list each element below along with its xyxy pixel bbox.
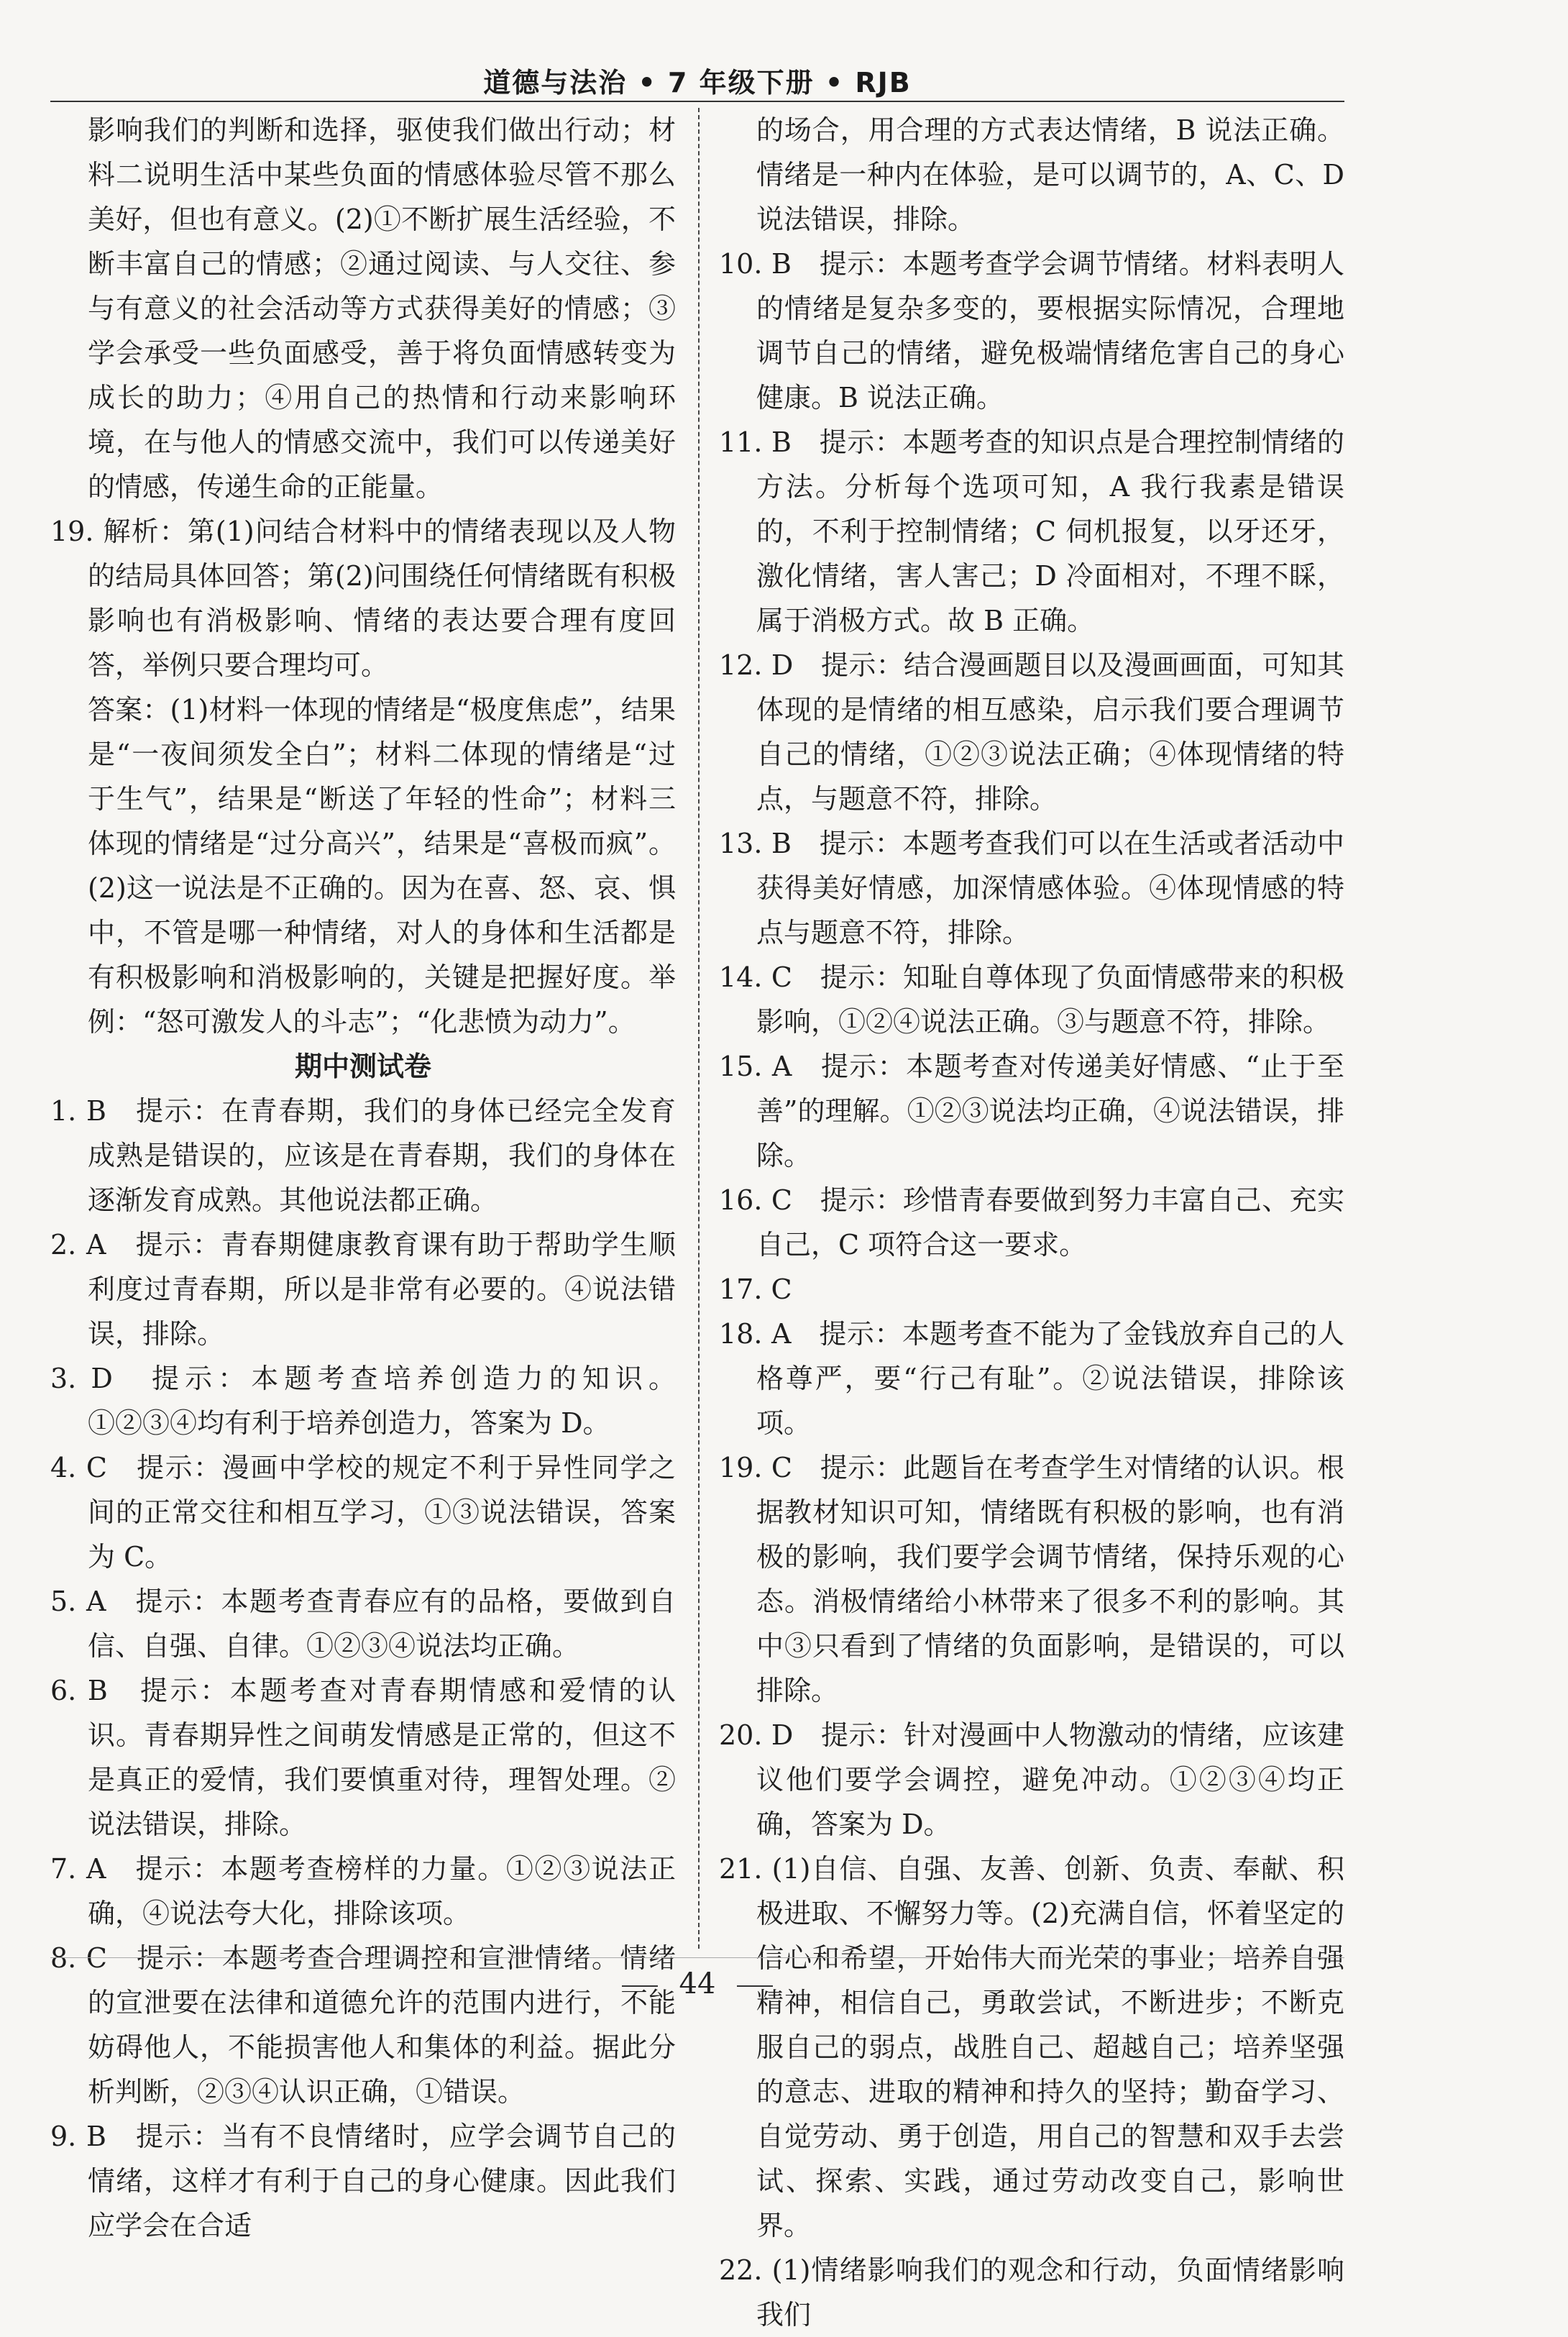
header-rule bbox=[50, 101, 1344, 102]
answer-item-1: 1. B 提示：在青春期，我们的身体已经完全发育成熟是错误的，应该是在青春期，我们的身体在逐渐发育成熟。其他说法都正确。 bbox=[50, 1095, 676, 1216]
page-footer bbox=[50, 1967, 1344, 2000]
answer-item-5: 5. A 提示：本题考查青春应有的品格，要做到自信、自强、自律。①②③④说法均正确。 bbox=[50, 1586, 676, 1662]
answer-item-18: 18. A 提示：本题考查不能为了金钱放弃自己的人格尊严，要“行己有耻”。②说法错误，排除该项。 bbox=[719, 1318, 1344, 1439]
answer-item-9-continued: 的场合，用合理的方式表达情绪，B 说法正确。情绪是一种内在体验，是可以调节的，A、C、D 说法错误，排除。 bbox=[756, 114, 1344, 235]
answer-item-6: 6. B 提示：本题考查对青春期情感和爱情的认识。青春期异性之间萌发情感是正常的，但这不是真正的爱情，我们要慎重对待，理智处理。②说法错误，排除。 bbox=[50, 1675, 676, 1840]
right-column bbox=[719, 108, 1344, 2337]
answer-item-19: 19. C 提示：此题旨在考查学生对情绪的认识。根据教材知识可知，情绪既有积极的影响，也有消极的影响，我们要学会调节情绪，保持乐观的心态。消极情绪给小林带来了很多不利的影响。其中③只看到了情绪的负面影响，是错误的，可以排除。 bbox=[719, 1452, 1344, 1706]
page-number: 44 bbox=[679, 1967, 716, 2000]
answer-item-22: 22. (1)情绪影响我们的观念和行动，负面情绪影响我们 bbox=[719, 2254, 1344, 2331]
continued-answer-18: 影响我们的判断和选择，驱使我们做出行动；材料二说明生活中某些负面的情感体验尽管不那么美好，但也有意义。(2)①不断扩展生活经验，不断丰富自己的情感；②通过阅读、与人交往、参与有意义的社会活动等方式获得美好的情感；③学会承受一些负面感受，善于将负面情感转变为成长的助力；④用自己的热情和行动来影响环境，在与他人的情感交流中，我们可以传递美好的情感，传递生命的正能量。 bbox=[88, 114, 676, 503]
running-header: 道德与法治 • 7 年级下册 • RJB bbox=[483, 67, 912, 99]
answer-item-21: 21. (1)自信、自强、友善、创新、负责、奉献、积极进取、不懈努力等。(2)充满自信，怀着坚定的信心和希望，开始伟大而光荣的事业；培养自强精神，相信自己，勇敢尝试，不断进步；不断克服自己的弱点，战胜自己、超越自己；培养坚强的意志、进取的精神和持久的坚持；勤奋学习、自觉劳动、勇于创造，用自己的智慧和双手去尝试、探索、实践，通过劳动改变自己，影响世界。 bbox=[719, 1853, 1344, 2241]
answer-item-17: 17. C bbox=[719, 1273, 792, 1305]
answer-item-9: 9. B 提示：当有不良情绪时，应学会调节自己的情绪，这样才有利于自己的身心健康。因此我们应学会在合适 bbox=[50, 2121, 676, 2241]
answer-item-15: 15. A 提示：本题考查对传递美好情感、“止于至善”的理解。①②③说法均正确，④说法错误，排除。 bbox=[719, 1051, 1344, 1171]
left-column bbox=[50, 108, 676, 2248]
answer-item-12: 12. D 提示：结合漫画题目以及漫画画面，可知其体现的是情绪的相互感染，启示我们要合理调节自己的情绪，①②③说法正确；④体现情绪的特点，与题意不符，排除。 bbox=[719, 649, 1344, 815]
answer-item-11: 11. B 提示：本题考查的知识点是合理控制情绪的方法。分析每个选项可知，A 我行我素是错误的，不利于控制情绪；C 伺机报复，以牙还牙，激化情绪，害人害己；D 冷面相对，不理不睬，属于消极方式。故 B 正确。 bbox=[719, 426, 1344, 636]
answer-19-analysis: 19. 解析：第(1)问结合材料中的情绪表现以及人物的结局具体回答；第(2)问围绕任何情绪既有积极影响也有消极影响、情绪的表达要合理有度回答，举例只要合理均可。 bbox=[50, 516, 676, 681]
answer-item-14: 14. C 提示：知耻自尊体现了负面情感带来的积极影响，①②④说法正确。③与题意不符，排除。 bbox=[719, 961, 1344, 1038]
answer-item-10: 10. B 提示：本题考查学会调节情绪。材料表明人的情绪是复杂多变的，要根据实际情况，合理地调节自己的情绪，避免极端情绪危害自己的身心健康。B 说法正确。 bbox=[719, 248, 1344, 413]
footer-dash-right bbox=[737, 1985, 773, 1987]
answer-item-2: 2. A 提示：青春期健康教育课有助于帮助学生顺利度过青春期，所以是非常有必要的。④说法错误，排除。 bbox=[50, 1229, 676, 1350]
answer-item-16: 16. C 提示：珍惜青春要做到努力丰富自己、充实自己，C 项符合这一要求。 bbox=[719, 1184, 1344, 1261]
answer-item-7: 7. A 提示：本题考查榜样的力量。①②③说法正确，④说法夸大化，排除该项。 bbox=[50, 1853, 676, 1929]
footer-dash-left bbox=[622, 1985, 658, 1987]
answer-19-answer: 答案：(1)材料一体现的情绪是“极度焦虑”，结果是“一夜间须发全白”；材料二体现的情绪是“过于生气”，结果是“断送了年轻的性命”；材料三体现的情绪是“过分高兴”，结果是“喜极而疯”。(2)这一说法是不正确的。因为在喜、怒、哀、惧中，不管是哪一种情绪，对人的身体和生活都是有积极影响和消极影响的，关键是把握好度。举例：“怒可激发人的斗志”；“化悲愤为动力”。 bbox=[88, 694, 676, 1038]
answer-item-20: 20. D 提示：针对漫画中人物激动的情绪，应该建议他们要学会调控，避免冲动。①②③④均正确，答案为 D。 bbox=[719, 1719, 1344, 1840]
section-title: 期中测试卷 bbox=[294, 1051, 431, 1082]
answer-item-13: 13. B 提示：本题考查我们可以在生活或者活动中获得美好情感，加深情感体验。④体现情感的特点与题意不符，排除。 bbox=[719, 828, 1344, 948]
answer-item-3: 3. D 提示：本题考查培养创造力的知识。①②③④均有利于培养创造力，答案为 D。 bbox=[50, 1363, 676, 1439]
answer-item-8: 8. C 提示：本题考查合理调控和宣泄情绪。情绪的宣泄要在法律和道德允许的范围内进行，不能妨碍他人，不能损害他人和集体的利益。据此分析判断，②③④认识正确，①错误。 bbox=[50, 1942, 676, 2108]
column-divider bbox=[698, 108, 700, 1949]
answer-item-4: 4. C 提示：漫画中学校的规定不利于异性同学之间的正常交往和相互学习，①③说法错误，答案为 C。 bbox=[50, 1452, 676, 1573]
footer-rule bbox=[50, 1957, 1344, 1958]
